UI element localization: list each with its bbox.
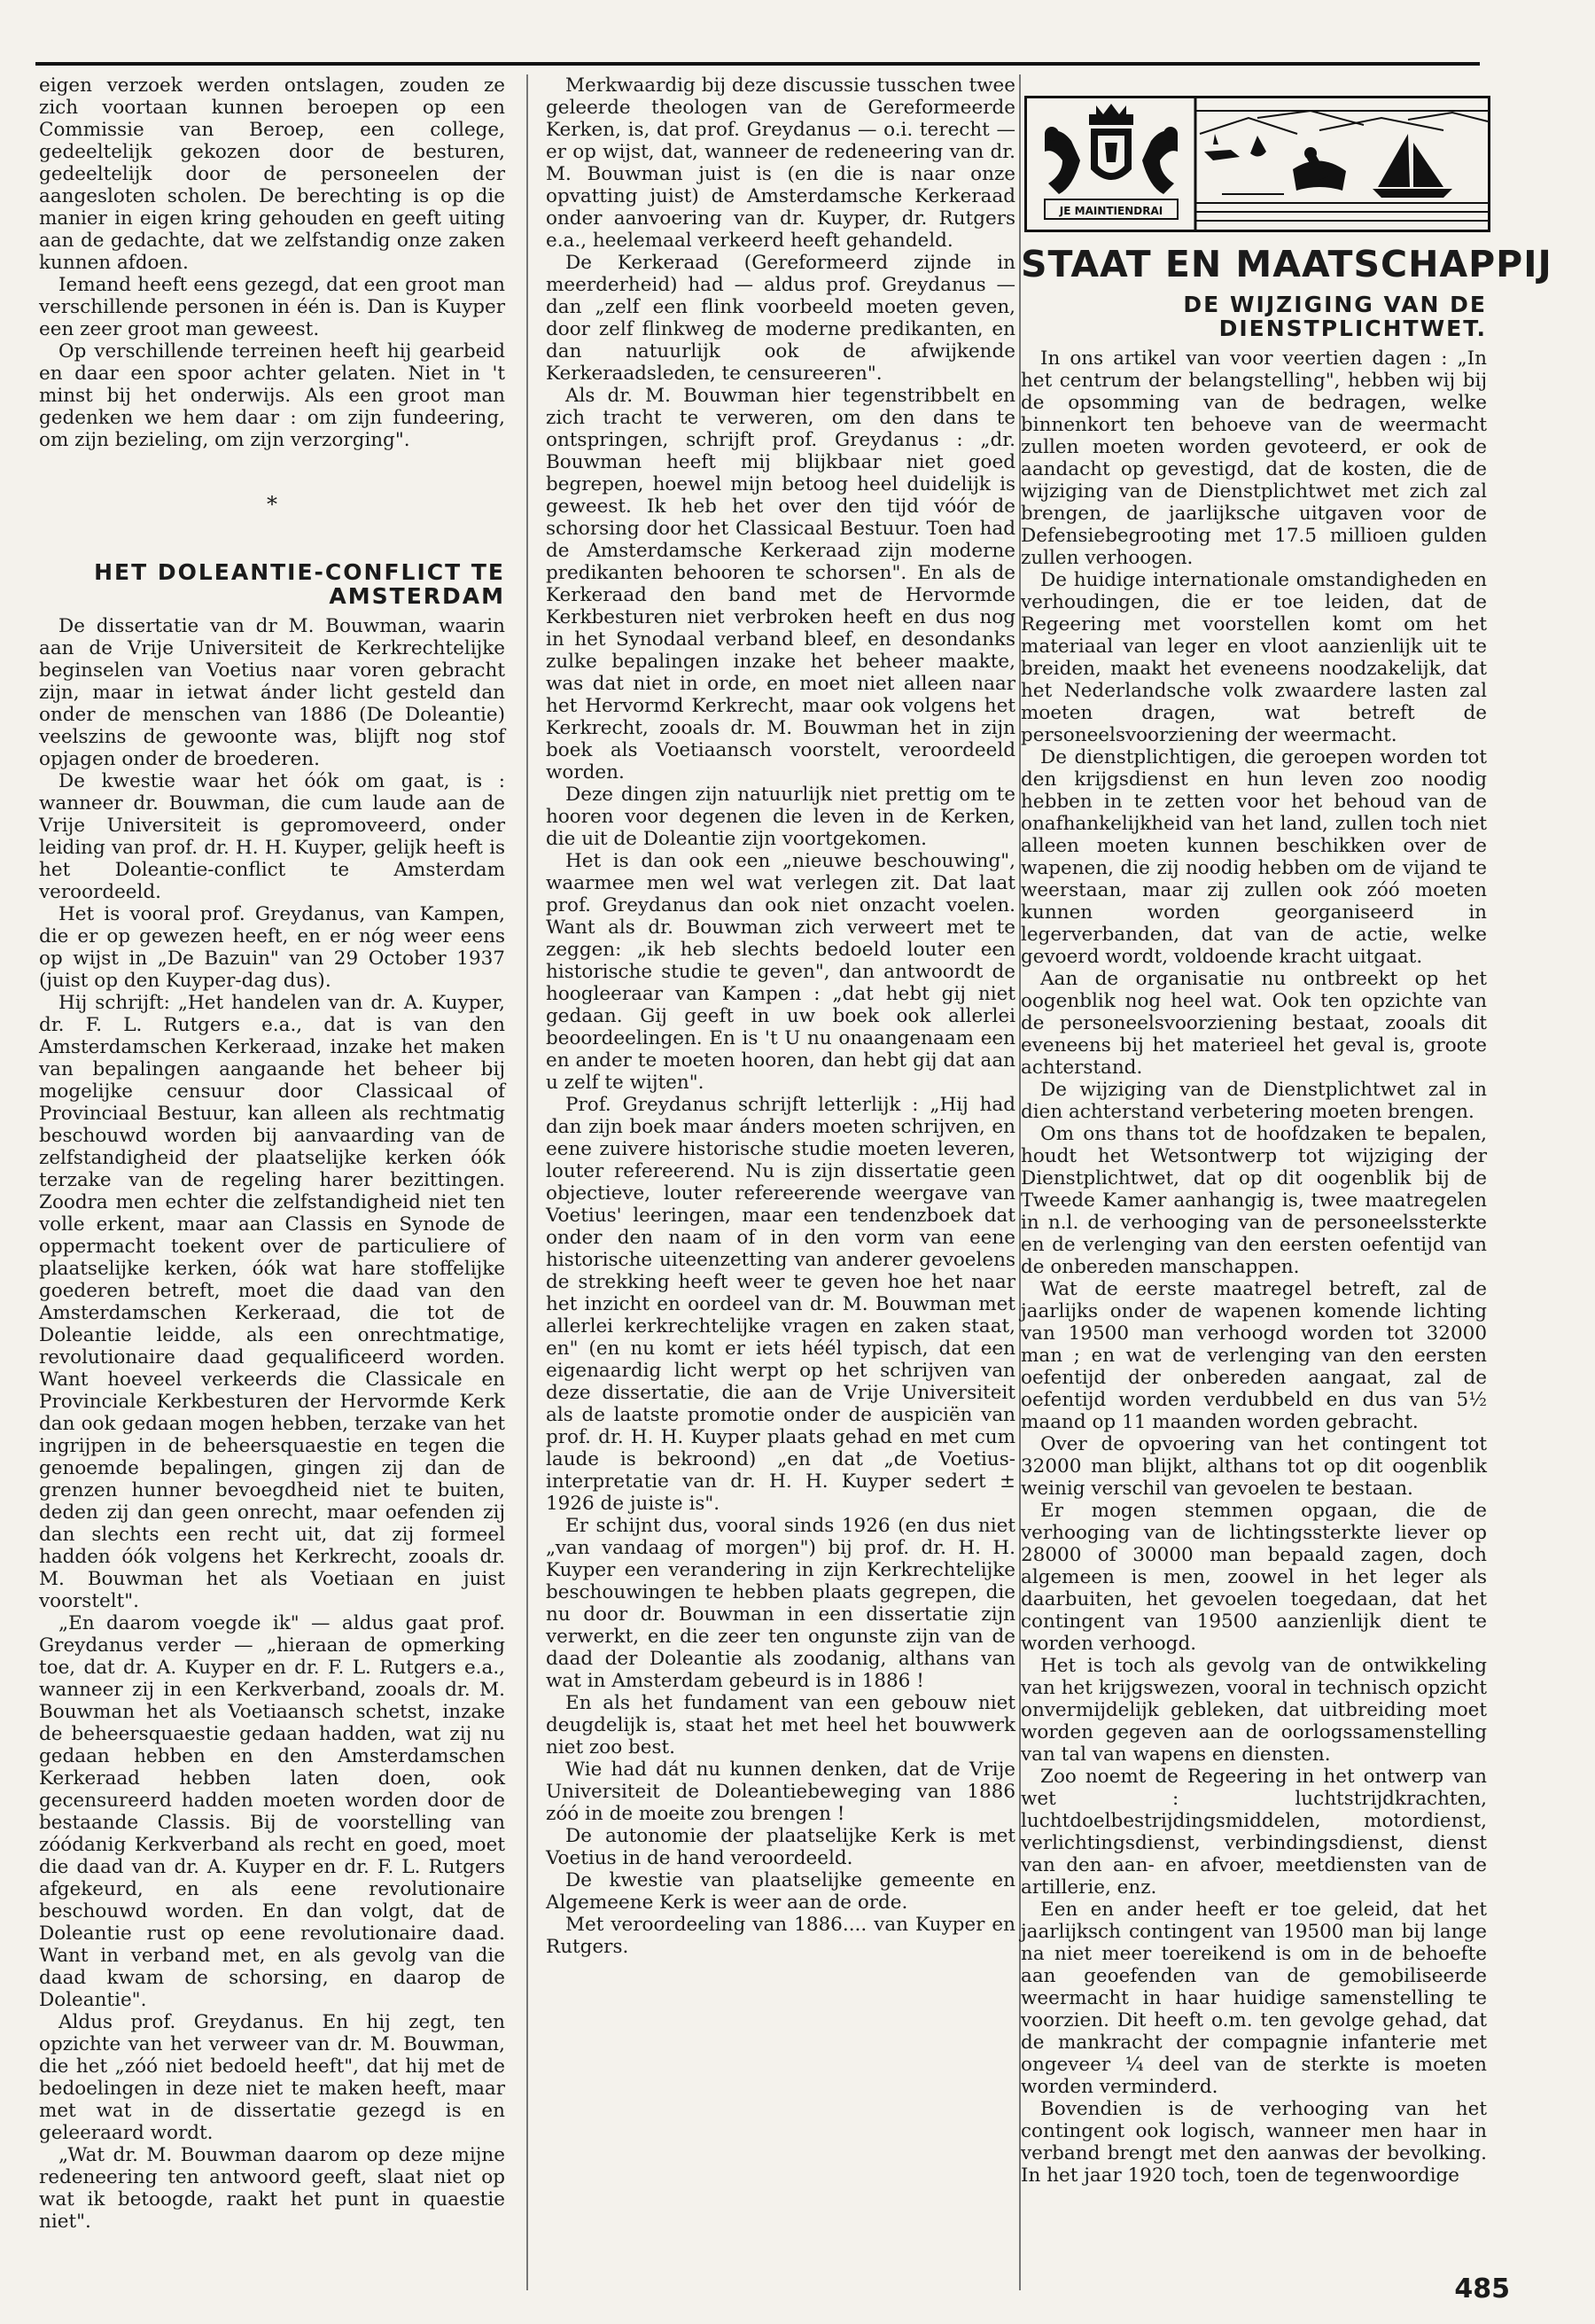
page-number: 485	[1454, 2273, 1510, 2305]
column-2-paragraphs	[546, 74, 1015, 1958]
column-1-intro-paragraphs	[39, 74, 505, 451]
paragraph: Een en ander heeft er toe geleid, dat het jaarlijksch contingent van 19500 man bij lange na niet meer toereikend is om in de behoefte aan geoefenden van de gemobiliseerde weermacht in haar huidige samenstelling te voorzien. Dit heeft o.m. ten gevolge gehad, dat de mankracht der compagnie infanterie met ongeveer ¼ deel van de sterkte is moeten worden verminderd.	[1021, 1899, 1487, 2098]
paragraph: Zoo noemt de Regeering in het ontwerp van wet : luchtstrijdkrachten, luchtdoelbestrijdingsmiddelen, motordienst, verlichtingsdienst, verbindingsdienst, dienst van den aan- en afvoer, meetdiensten van de artillerie, enz.	[1021, 1766, 1487, 1899]
banner-woodcut	[1027, 98, 1488, 230]
paragraph: Er schijnt dus, vooral sinds 1926 (en dus niet „van vandaag of morgen") bij prof. dr. H. H. Kuyper een verandering in zijn Kerkrechtelijke beschouwingen te hebben plaats gegrepen, die nu door dr. Bouwman in een dissertatie zijn verwerkt, en die zeer ten ongunste zijn van de daad der Doleantie als zoodanig, althans van wat in Amsterdam gebeurd is in 1886 !	[546, 1515, 1015, 1692]
paragraph: De huidige internationale omstandigheden en verhoudingen, die er toe leiden, dat de Regeering met voorstellen komt om het materiaal van leger en vloot aanzienlijk uit te breiden, maakt het eveneens noodzakelijk, dat het Nederlandsche volk zwaardere lasten zal moeten dragen, wat betreft de personeelsvoorziening der weermacht.	[1021, 569, 1487, 746]
paragraph: En als het fundament van een gebouw niet deugdelijk is, staat het met heel het bouwwerk niet zoo best.	[546, 1692, 1015, 1759]
paragraph: Aldus prof. Greydanus. En hij zegt, ten opzichte van het verweer van dr. M. Bouwman, die het „zóó niet bedoeld heeft", dat hij met de bedoelingen in deze niet te maken heeft, maar met wat in de dissertatie gezegd is en geleeraard wordt.	[39, 2011, 505, 2144]
paragraph: De wijziging van de Dienstplichtwet zal in dien achterstand verbetering moeten brengen.	[1021, 1079, 1487, 1123]
paragraph: Om ons thans tot de hoofdzaken te bepalen, houdt het Wetsontwerp tot wijziging der Dienstplichtwet, dat op dit oogenblik bij de Tweede Kamer aanhangig is, twee maatregelen in n.l. de verhooging van de personeelssterkte en de verlenging van den eersten oefentijd van de onbereden manschappen.	[1021, 1123, 1487, 1278]
paragraph: De Kerkeraad (Gereformeerd zijnde in meerderheid) had — aldus prof. Greydanus — dan „zelf een flink voorbeeld moeten geven, door zelf flinkweg de moderne predikanten, en dan natuurlijk ook de afwijkende Kerkeraadsleden, te censureeren".	[546, 252, 1015, 385]
paragraph: De kwestie waar het óók om gaat, is : wanneer dr. Bouwman, die cum laude aan de Vrije Universiteit is gepromoveerd, onder leiding van prof. dr. H. H. Kuyper, gelijk heeft is het Doleantie-conflict te Amsterdam veroordeeld.	[39, 770, 505, 903]
paragraph: Als dr. M. Bouwman hier tegenstribbelt en zich tracht te verweren, om den dans te ontspringen, schrijft prof. Greydanus : „dr. Bouwman heeft mij blijkbaar niet goed begrepen, hoewel mijn betoog heel duidelijk is geweest. Ik heb het over den tijd vóór de schorsing door het Classicaal Bestuur. Toen had de Amsterdamsche Kerkeraad zijn moderne predikanten behooren te schorsen". En als de Kerkeraad den band met de Hervormde Kerkbesturen niet verbroken heeft en dus nog in het Synodaal verband bleef, en desondanks zulke bepalingen inzake het beheer maakte, was dat niet in orde, en moet niet alleen naar het Hervormd Kerkrecht, maar ook volgens het Kerkrecht, zooals dr. M. Bouwman het in zijn boek als Voetiaansch voorstelt, veroordeeld worden.	[546, 385, 1015, 784]
paragraph: Wie had dát nu kunnen denken, dat de Vrije Universiteit de Doleantiebeweging van 1886 zóó in de moeite zou brengen !	[546, 1759, 1015, 1825]
paragraph: Het is vooral prof. Greydanus, van Kampen, die er op gewezen heeft, en er nóg weer eens op wijst in „De Bazuin" van 29 October 1937 (juist op den Kuyper-dag dus).	[39, 903, 505, 992]
paragraph: Op verschillende terreinen heeft hij gearbeid en daar een spoor achter gelaten. Niet in 't minst bij het onderwijs. Als een groot man gedenken we hem daar : om zijn fundeering, om zijn bezieling, om zijn verzorging".	[39, 340, 505, 451]
paragraph: Aan de organisatie nu ontbreekt op het oogenblik nog heel wat. Ook ten opzichte van de personeelsvoorziening bestaat, zooals dit eveneens bij het materieel het geval is, groote achterstand.	[1021, 968, 1487, 1079]
paragraph: De dienstplichtigen, die geroepen worden tot den krijgsdienst en hun leven zoo noodig hebben in te zetten voor het behoud van de onafhankelijkheid van het land, zullen toch niet alleen moeten kunnen beschikken over de wapenen, die zij noodig hebben om de vijand te weerstaan, maar zij zullen ook zóó moeten kunnen worden georganiseerd in legerverbanden, dat van de actie, welke gevoerd wordt, voldoende kracht uitgaat.	[1021, 746, 1487, 968]
landscape-illustration	[1195, 111, 1488, 221]
paragraph: eigen verzoek werden ontslagen, zouden ze zich voortaan kunnen beroepen op een Commissie van Beroep, een college, gedeeltelijk gekozen door de besturen, gedeeltelijk door de personeelen der aangesloten scholen. De berechting is op die manier in eigen kring gehouden en geeft uiting aan de gedachte, dat we zelfstandig onze zaken kunnen afdoen.	[39, 74, 505, 274]
paragraph: Bovendien is de verhooging van het contingent ook logisch, wanneer men haar in verband brengt met den aanwas der bevolking. In het jaar 1920 toch, toen de tegenwoordige	[1021, 2098, 1487, 2187]
column-3	[1021, 96, 1552, 2285]
paragraph: Over de opvoering van het contingent tot 32000 man blijkt, althans tot op dit oogenblik weinig verschil van gevoelen te bestaan.	[1021, 1433, 1487, 1500]
article-heading-doleantie: HET DOLEANTIE-CONFLICT TE AMSTERDAM	[94, 559, 505, 609]
paragraph: Hij schrijft: „Het handelen van dr. A. Kuyper, dr. F. L. Rutgers e.a., dat is van den Amsterdamschen Kerkeraad, inzake het maken van bepalingen aangaande het beheer bij mogelijke censuur door Classicaal of Provinciaal Bestuur, kan alleen als rechtmatig beschouwd worden bij aanvaarding van de zelfstandigheid der plaatselijke kerken óók terzake van de regeling harer bezittingen. Zoodra men echter die zelfstandigheid niet ten volle erkent, maar aan Classis en Synode de oppermacht toekent over de particuliere of plaatselijke kerken, óók wat hare stoffelijke goederen betreft, moet die daad van den Amsterdamschen Kerkeraad, die tot de Doleantie leidde, als een onrechtmatige, revolutionaire daad gequalificeerd worden. Want hoeveel verkeerds die Classicale en Provinciale Kerkbesturen der Hervormde Kerk dan ook gedaan mogen hebben, terzake van het ingrijpen in de beheersquaestie en tegen die genoemde bepalingen, gingen zij dan de grenzen hunner bevoegdheid niet te buiten, deden zij dan geen onrecht, maar oefenden zij dan slechts een recht uit, dat zij formeel hadden óók volgens het Kerkrecht, zooals dr. M. Bouwman het als Voetiaan en juist voorstelt".	[39, 992, 505, 1612]
column-3-paragraphs	[1021, 347, 1487, 2187]
paragraph: De dissertatie van dr M. Bouwman, waarin aan de Vrije Universiteit de Kerkrechtelijke beginselen van Voetius naar voren gebracht zijn, maar in ietwat ánder licht gesteld dan onder de menschen van 1886 (De Doleantie) veelszins de gewoonte was, blijft nog stof opjagen onder de broederen.	[39, 615, 505, 770]
column-2	[546, 74, 1015, 2296]
paragraph: Wat de eerste maatregel betreft, zal de jaarlijks onder de wapenen komende lichting van 19500 man verhoogd worden tot 32000 man ; en wat de verlenging van den eersten oefentijd der onbereden aangaat, zal de oefentijd worden verdubbeld en dus van 5½ maand op 11 maanden worden gebracht.	[1021, 1278, 1487, 1433]
paragraph: Iemand heeft eens gezegd, dat een groot man verschillende personen in één is. Dan is Kuyper een zeer groot man geweest.	[39, 274, 505, 340]
paragraph: Deze dingen zijn natuurlijk niet prettig om te hooren voor degenen die leven in de Kerken, die uit de Doleantie zijn voortgekomen.	[546, 784, 1015, 850]
paragraph: De kwestie van plaatselijke gemeente en Algemeene Kerk is weer aan de orde.	[546, 1869, 1015, 1914]
paragraph: In ons artikel van voor veertien dagen : „In het centrum der belangstelling", hebben wij bij de opsomming van de bedragen, welke binnenkort ten behoeve van de weermacht zullen moeten worden gevoteerd, er ook de aandacht op gevestigd, dat de kosten, die de wijziging van de Dienstplichtwet met zich zal brengen, de jaarlijksche uitgaven voor de Defensiebegrooting met 17.5 millioen gulden zullen verhoogen.	[1021, 347, 1487, 569]
paragraph: De autonomie der plaatselijke Kerk is met Voetius in de hand veroordeeld.	[546, 1825, 1015, 1869]
column-1	[39, 74, 505, 2296]
column-1-article-paragraphs	[39, 615, 505, 2233]
paragraph: „Wat dr. M. Bouwman daarom op deze mijne redeneering ten antwoord geeft, slaat niet op wat ik betoogde, raakt het punt in quaestie niet".	[39, 2144, 505, 2233]
paragraph: Met veroordeeling van 1886.... van Kuyper en Rutgers.	[546, 1914, 1015, 1958]
section-banner-illustration	[1024, 96, 1490, 232]
paragraph: Het is dan ook een „nieuwe beschouwing", waarmee men wel wat verlegen zit. Dat laat prof. Greydanus dan ook niet onzacht voelen. Want als dr. Bouwman zich verweert met te zeggen: „ik heb slechts bedoeld louter een historische studie te geven", dan antwoordt de hoogleeraar van Kampen : „dat hebt gij niet gedaan. Gij geeft in uw boek ook allerlei beoordeelingen. En is 't U nu onaangenaam een en ander te moeten hooren, dan hebt gij dat aan u zelf te wijten".	[546, 850, 1015, 1094]
banner-motto: JE MAINTIENDRAI	[1059, 205, 1163, 217]
column-divider	[526, 74, 528, 2290]
paragraph: Prof. Greydanus schrijft letterlijk : „Hij had dan zijn boek maar ánders moeten schrijven, en eene zuivere historische studie moeten leveren, louter refereerend. Nu is zijn dissertatie geen objectieve, louter refereerende weergave van Voetius' leeringen, maar een tendenzboek dat onder den naam of in den vorm van eene historische uiteenzetting van anderer gevoelens de strekking heeft weer te geven hoe het naar het inzicht en oordeel van dr. M. Bouwman met allerlei kerkrechtelijke vragen en zaken staat, en" (en nu komt er iets héél typisch, dat een eigenaardig licht werpt op het schrijven van deze dissertatie, die aan de Vrije Universiteit als de laatste promotie onder de auspiciën van prof. dr. H. H. Kuyper plaats gehad en met cum laude is bekroond) „en dat „de Voetius-interpretatie van dr. H. H. Kuyper sedert ± 1926 de juiste is".	[546, 1094, 1015, 1515]
paragraph: Het is toch als gevolg van de ontwikkeling van het krijgswezen, vooral in technisch opzicht onvermijdelijk gebleken, dat uitbreiding moet worden gegeven aan de oorlogssamenstelling van tal van wapens en diensten.	[1021, 1655, 1487, 1766]
paragraph: „En daarom voegde ik" — aldus gaat prof. Greydanus verder — „hieraan de opmerking toe, dat dr. A. Kuyper en dr. F. L. Rutgers e.a., wanneer zij in een Kerkverband, zooals dr. M. Bouwman het als Voetiaansch schetst, inzake de beheersquaestie gedaan hadden, wat zij nu gedaan hebben en den Amsterdamschen Kerkeraad hebben laten doen, ook gecensureerd hadden moeten worden door de bestaande Classis. Bij de voorstelling van zóódanig Kerkverband als recht en goed, moet die daad van dr. A. Kuyper en dr. F. L. Rutgers afgekeurd, en als eene revolutionaire beschouwd worden. En dan volgt, dat de Doleantie rust op eene revolutionaire daad. Want in verband met, en als gevolg van die daad kwam de schorsing, en daarop de Doleantie".	[39, 1612, 505, 2011]
section-separator: *	[267, 492, 277, 517]
top-rule	[35, 62, 1480, 66]
paragraph: Er mogen stemmen opgaan, die de verhooging van de lichtingssterkte liever op 28000 of 30000 man bepaald zagen, doch algemeen is men, zoowel in het leger als daarbuiten, het gevoelen toegedaan, dat het contingent van 19500 aanzienlijk dient te worden verhoogd.	[1021, 1500, 1487, 1655]
section-masthead-title: STAAT EN MAATSCHAPPIJ	[1021, 243, 1552, 285]
article-heading-dienstplichtwet: DE WIJZIGING VAN DE DIENSTPLICHTWET.	[1183, 292, 1487, 341]
paragraph: Merkwaardig bij deze discussie tusschen twee geleerde theologen van de Gereformeerde Kerken, is, dat prof. Greydanus — o.i. terecht — er op wijst, dat, wanneer de redeneering van dr. M. Bouwman juist is (en die is naar onze opvatting juist) de Amsterdamsche Kerkeraad onder aanvoering van dr. Kuyper, dr. Rutgers e.a., heelemaal verkeerd heeft gehandeld.	[546, 74, 1015, 252]
